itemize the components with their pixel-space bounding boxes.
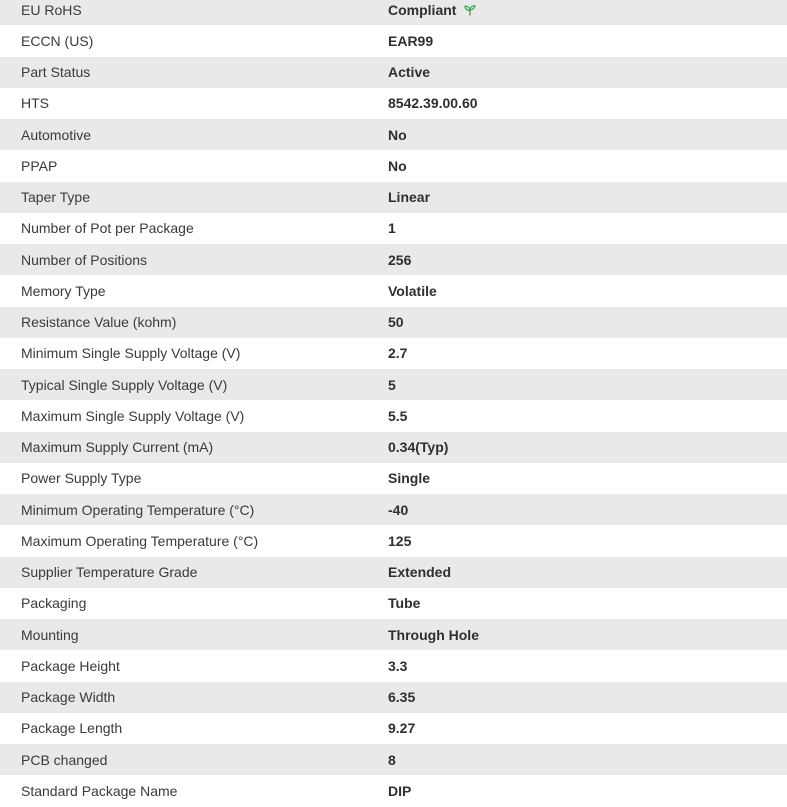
spec-value-cell	[388, 595, 787, 611]
spec-value-cell	[388, 783, 787, 799]
spec-row	[0, 88, 787, 119]
spec-value-cell	[388, 720, 787, 736]
spec-row	[0, 25, 787, 56]
spec-value: 125	[388, 532, 412, 549]
spec-row	[0, 182, 787, 213]
spec-value: 6.35	[388, 689, 416, 706]
spec-value: 5.5	[388, 407, 408, 424]
spec-row	[0, 369, 787, 400]
spec-value-cell	[388, 189, 787, 205]
spec-label: Maximum Operating Temperature (°C)	[21, 532, 259, 549]
spec-value: No	[388, 157, 407, 174]
spec-value: Tube	[388, 595, 421, 612]
spec-label: Maximum Supply Current (mA)	[21, 439, 214, 456]
spec-row	[0, 494, 787, 525]
spec-row	[0, 150, 787, 181]
spec-value-cell	[388, 283, 787, 299]
spec-row	[0, 57, 787, 88]
spec-value-cell	[388, 439, 787, 455]
spec-label: Automotive	[21, 126, 92, 143]
spec-row	[0, 619, 787, 650]
spec-value: 5	[388, 376, 396, 393]
spec-value: 0.34(Typ)	[388, 439, 449, 456]
spec-value-cell	[388, 33, 787, 49]
spec-label: Mounting	[21, 626, 79, 643]
spec-row	[0, 557, 787, 588]
spec-label: Number of Positions	[21, 251, 148, 268]
spec-value: 8542.39.00.60	[388, 95, 478, 112]
spec-value: 256	[388, 251, 412, 268]
spec-row	[0, 432, 787, 463]
spec-label: Taper Type	[21, 189, 91, 206]
spec-value: 9.27	[388, 720, 416, 737]
spec-value-cell	[388, 564, 787, 580]
spec-row	[0, 400, 787, 431]
spec-value-cell	[388, 502, 787, 518]
spec-label: Standard Package Name	[21, 782, 178, 799]
spec-value: 50	[388, 314, 404, 331]
spec-value: 3.3	[388, 657, 408, 674]
spec-row	[0, 650, 787, 681]
spec-value: -40	[388, 501, 409, 518]
spec-row	[0, 744, 787, 775]
spec-label: ECCN (US)	[21, 32, 94, 49]
spec-value-cell	[388, 252, 787, 268]
spec-label: Package Width	[21, 689, 116, 706]
spec-value-cell	[388, 95, 787, 111]
spec-label: Memory Type	[21, 282, 106, 299]
spec-row	[0, 525, 787, 556]
spec-value-cell	[388, 377, 787, 393]
spec-value-cell	[388, 127, 787, 143]
spec-label: Packaging	[21, 595, 87, 612]
spec-label: Minimum Operating Temperature (°C)	[21, 501, 255, 518]
spec-row	[0, 713, 787, 744]
spec-label: PCB changed	[21, 751, 108, 768]
leaf-icon	[463, 3, 477, 17]
spec-value-cell	[388, 158, 787, 174]
spec-value: No	[388, 126, 407, 143]
spec-row	[0, 463, 787, 494]
spec-value: Volatile	[388, 282, 437, 299]
spec-value: Extended	[388, 564, 452, 581]
spec-label: Typical Single Supply Voltage (V)	[21, 376, 228, 393]
spec-value: Active	[388, 64, 431, 81]
spec-row	[0, 244, 787, 275]
spec-row	[0, 213, 787, 244]
spec-label: Minimum Single Supply Voltage (V)	[21, 345, 241, 362]
spec-label: Package Length	[21, 720, 123, 737]
spec-value: DIP	[388, 782, 412, 799]
spec-value-cell	[388, 533, 787, 549]
spec-value-cell	[388, 64, 787, 80]
spec-row	[0, 275, 787, 306]
spec-value-cell	[388, 658, 787, 674]
spec-value-cell	[388, 220, 787, 236]
spec-label: Part Status	[21, 64, 91, 81]
spec-value: 8	[388, 751, 396, 768]
spec-row	[0, 775, 787, 806]
spec-row	[0, 0, 787, 25]
spec-label: Package Height	[21, 657, 120, 674]
spec-value: Through Hole	[388, 626, 479, 643]
spec-label: Number of Pot per Package	[21, 220, 194, 237]
spec-row	[0, 682, 787, 713]
spec-value-cell	[388, 2, 787, 18]
spec-value: Compliant	[388, 1, 457, 18]
spec-label: PPAP	[21, 157, 58, 174]
spec-row	[0, 338, 787, 369]
spec-value-cell	[388, 345, 787, 361]
spec-label: Supplier Temperature Grade	[21, 564, 198, 581]
spec-label: Resistance Value (kohm)	[21, 314, 177, 331]
spec-row	[0, 119, 787, 150]
spec-label: Power Supply Type	[21, 470, 142, 487]
spec-value-cell	[388, 470, 787, 486]
spec-value: Linear	[388, 189, 431, 206]
spec-value-cell	[388, 752, 787, 768]
spec-value: Single	[388, 470, 431, 487]
spec-value-cell	[388, 689, 787, 705]
spec-value: EAR99	[388, 32, 434, 49]
spec-label: HTS	[21, 95, 49, 112]
spec-row	[0, 307, 787, 338]
spec-label: EU RoHS	[21, 1, 82, 18]
spec-value-cell	[388, 627, 787, 643]
spec-value-cell	[388, 408, 787, 424]
spec-value: 2.7	[388, 345, 408, 362]
spec-row	[0, 588, 787, 619]
spec-value-cell	[388, 314, 787, 330]
spec-value: 1	[388, 220, 396, 237]
spec-label: Maximum Single Supply Voltage (V)	[21, 407, 245, 424]
